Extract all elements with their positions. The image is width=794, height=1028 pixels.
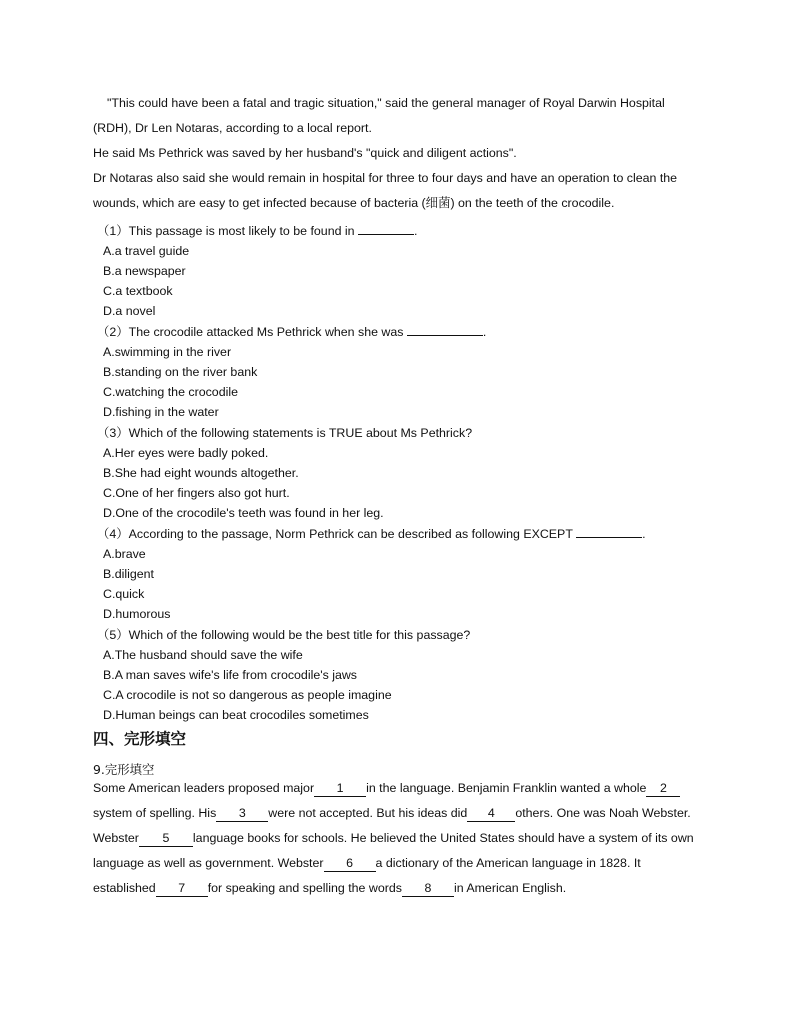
answer-blank [358,222,414,235]
option: D.humorous [103,607,171,621]
option: A.Her eyes were badly poked. [103,446,269,460]
question-1 [97,221,417,241]
option: C.A crocodile is not so dangerous as people imagine [103,688,392,702]
cloze-text: in American English. [453,881,567,895]
cloze-blank: 1 [314,781,366,797]
option: C.One of her fingers also got hurt. [103,486,290,500]
option: C.a textbook [103,284,173,298]
cloze-blank: 3 [216,806,268,822]
option: A.brave [103,547,146,561]
question-prompt: （1）This passage is most likely to be found in [97,224,355,238]
option: B.diligent [103,567,154,581]
option: A.The husband should save the wife [103,648,303,662]
passage-line: wounds, which are easy to get infected because of bacteria (细菌) on the teeth of the crocodile. [93,196,615,210]
cloze-blank: 6 [324,856,376,872]
question-5 [97,625,470,645]
option: B.She had eight wounds altogether. [103,466,299,480]
cloze-line [93,778,680,798]
cloze-line [93,828,694,848]
cloze-blank: 2 [646,781,680,797]
cloze-text: language books for schools. He believed the United States should have a system of its own [192,831,694,845]
question-end: . [642,527,646,541]
cloze-text: for speaking and spelling the words [207,881,402,895]
question-3 [97,423,472,443]
option: A.a travel guide [103,244,190,258]
question-prompt: （5）Which of the following would be the best title for this passage? [97,628,471,642]
cloze-text: a dictionary of the American language in 1828. It [375,856,641,870]
question-end: . [482,325,487,339]
cloze-text: established [93,881,156,895]
cloze-line [93,803,691,823]
question-prompt: （4）According to the passage, Norm Pethrick can be described as following EXCEPT [97,527,573,541]
option: B.standing on the river bank [103,365,258,379]
question-2 [97,322,486,342]
cloze-text: system of spelling. His [93,806,217,820]
question-4 [97,524,646,544]
cloze-text: language as well as government. Webster [93,856,324,870]
option: D.One of the crocodile's teeth was found in her leg. [103,506,384,520]
answer-blank [407,323,483,336]
section-heading: 四、完形填空 [93,730,187,748]
cloze-text: Some American leaders proposed major [93,781,315,795]
cloze-text: were not accepted. But his ideas did [268,806,468,820]
option: B.A man saves wife's life from crocodile's jaws [103,668,358,682]
subsection-heading: 9.完形填空 [93,762,155,777]
cloze-blank: 8 [402,881,454,897]
cloze-text: Webster [93,831,139,845]
answer-blank [576,525,642,538]
option: D.Human beings can beat crocodiles sometimes [103,708,369,722]
option: A.swimming in the river [103,345,232,359]
option: D.a novel [103,304,156,318]
cloze-text: in the language. Benjamin Franklin wanted a whole [366,781,647,795]
cloze-blank: 5 [139,831,193,847]
question-prompt: （3）Which of the following statements is TRUE about Ms Pethrick? [97,426,473,440]
cloze-text: others. One was Noah Webster. [515,806,691,820]
passage-line: (RDH), Dr Len Notaras, according to a local report. [93,121,372,135]
option: C.watching the crocodile [103,385,238,399]
option: B.a newspaper [103,264,186,278]
passage-line: "This could have been a fatal and tragic situation," said the general manager of Royal Darwin Hospital [107,96,665,110]
option: D.fishing in the water [103,405,219,419]
cloze-line [93,878,566,898]
cloze-blank: 4 [467,806,515,822]
option: C.quick [103,587,145,601]
cloze-blank: 7 [156,881,208,897]
question-prompt: （2）The crocodile attacked Ms Pethrick when she was [97,325,404,339]
question-end: . [414,224,418,238]
passage-line: He said Ms Pethrick was saved by her husband's "quick and diligent actions". [93,146,517,160]
cloze-line [93,853,641,873]
passage-line: Dr Notaras also said she would remain in hospital for three to four days and have an operation to clean the [93,171,678,185]
